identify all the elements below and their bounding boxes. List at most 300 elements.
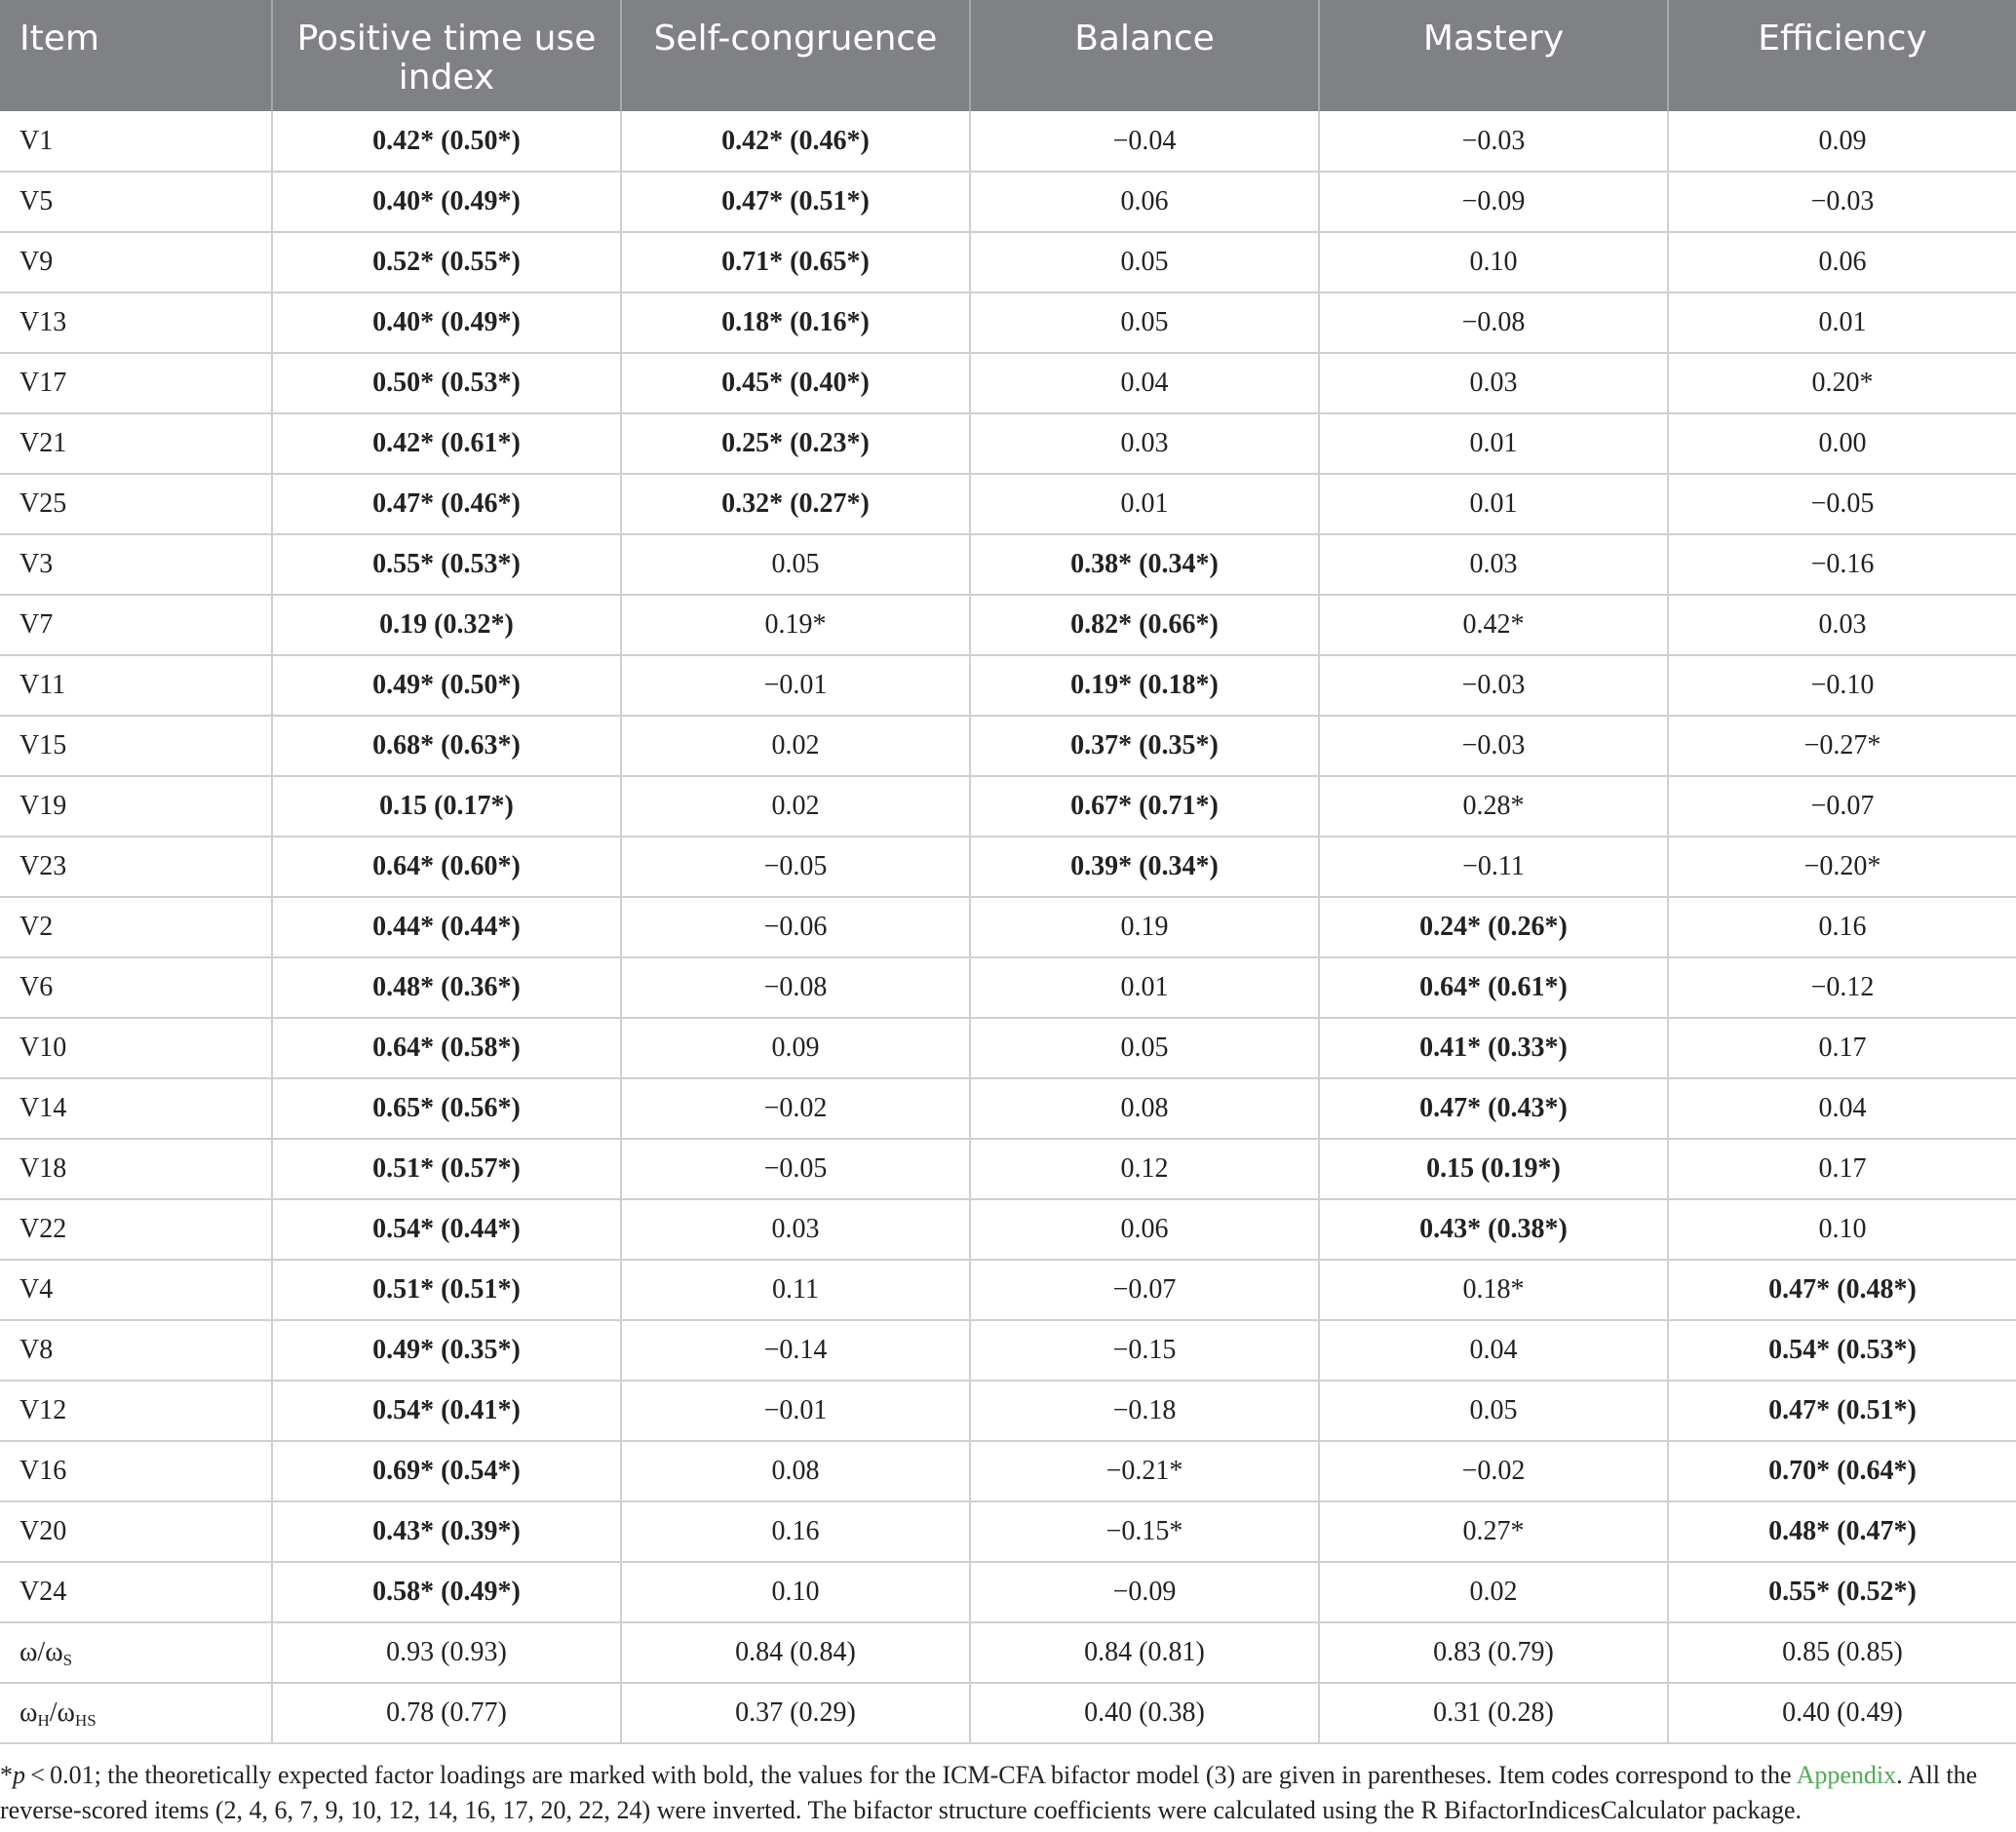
cell-balance (970, 474, 1319, 534)
cell-balance (970, 1199, 1319, 1260)
loading-value: −0.08 (763, 972, 828, 1002)
item-code: V23 (0, 837, 272, 897)
loading-value: −0.15* (1105, 1516, 1183, 1546)
cell-efficiency (1668, 1078, 2016, 1139)
cell-balance (970, 1320, 1319, 1381)
loading-value: −0.11 (1462, 851, 1525, 881)
item-code: V25 (0, 474, 272, 534)
table-row (0, 353, 2016, 413)
item-code: V11 (0, 655, 272, 716)
expected-loading-value: 0.19* (0.18*) (1070, 670, 1219, 700)
loading-value: 0.08 (771, 1456, 820, 1486)
loading-value: −0.01 (763, 670, 828, 700)
expected-loading-value: 0.43* (0.39*) (372, 1516, 521, 1546)
cell-mastery (1319, 1260, 1668, 1320)
header-positive-time-use-index: Positive time use index (272, 0, 621, 111)
expected-loading-value: 0.45* (0.40*) (721, 368, 870, 398)
loading-value: −0.12 (1810, 972, 1875, 1002)
cell-mastery (1319, 1139, 1668, 1199)
loading-value: 0.11 (772, 1274, 819, 1305)
cell-positive-time-use-index (272, 413, 621, 474)
loading-value: 0.05 (771, 549, 820, 579)
expected-loading-value: 0.54* (0.44*) (372, 1214, 521, 1244)
cell-self-congruence (621, 1199, 970, 1260)
cell-efficiency (1668, 1199, 2016, 1260)
loading-value: 0.02 (771, 730, 820, 760)
expected-loading-value: 0.38* (0.34*) (1070, 549, 1219, 579)
loading-value: −0.03 (1461, 730, 1526, 760)
expected-loading-value: 0.41* (0.33*) (1419, 1033, 1568, 1063)
cell-self-congruence (621, 474, 970, 534)
loading-value: 0.05 (1120, 247, 1169, 277)
cell-mastery (1319, 1199, 1668, 1260)
loading-value: 0.08 (1120, 1093, 1169, 1123)
cell-efficiency (1668, 1562, 2016, 1622)
cell-self-congruence (621, 172, 970, 232)
cell-balance (970, 1018, 1319, 1078)
cell-efficiency (1668, 776, 2016, 837)
loading-value: −0.27* (1803, 730, 1881, 760)
expected-loading-value: 0.48* (0.36*) (372, 972, 521, 1002)
cell-self-congruence (621, 837, 970, 897)
cell-balance (970, 353, 1319, 413)
header-row (0, 0, 2016, 111)
omega-efficiency: 0.85 (0.85) (1668, 1622, 2016, 1683)
cell-self-congruence (621, 1078, 970, 1139)
item-code: V16 (0, 1441, 272, 1501)
cell-self-congruence (621, 1562, 970, 1622)
header-self-congruence: Self-congruence (621, 0, 970, 111)
expected-loading-value: 0.40* (0.49*) (372, 307, 521, 337)
cell-balance (970, 1562, 1319, 1622)
table-row (0, 1501, 2016, 1562)
expected-loading-value: 0.50* (0.53*) (372, 368, 521, 398)
cell-self-congruence (621, 232, 970, 292)
expected-loading-value: 0.64* (0.58*) (372, 1033, 521, 1063)
footnote-text-2: . All the reverse-scored items (2, 4, 6, 7, 9, 10, 12, 14, 16, 17, 20, 22, 24) were inverted. The bifactor structure coefficients were calculated using the R BifactorIndicesCalculator package. (0, 1761, 1978, 1824)
omega-subscript: H (37, 1711, 50, 1730)
loading-value: 0.27* (1462, 1516, 1525, 1546)
loading-value: 0.06 (1120, 1214, 1169, 1244)
cell-positive-time-use-index (272, 655, 621, 716)
cell-positive-time-use-index (272, 292, 621, 353)
expected-loading-value: 0.42* (0.50*) (372, 125, 521, 156)
cell-efficiency (1668, 1501, 2016, 1562)
cell-positive-time-use-index (272, 716, 621, 776)
expected-loading-value: 0.64* (0.60*) (372, 851, 521, 881)
item-code: V8 (0, 1320, 272, 1381)
cell-balance (970, 776, 1319, 837)
cell-positive-time-use-index (272, 837, 621, 897)
cell-positive-time-use-index (272, 595, 621, 655)
omega-self-congruence: 0.84 (0.84) (621, 1622, 970, 1683)
loading-value: 0.05 (1120, 1033, 1169, 1063)
cell-efficiency (1668, 111, 2016, 172)
cell-mastery (1319, 1018, 1668, 1078)
loading-value: −0.07 (1810, 791, 1875, 821)
cell-self-congruence (621, 776, 970, 837)
cell-self-congruence (621, 897, 970, 957)
loading-value: 0.01 (1120, 488, 1169, 519)
loading-value: 0.17 (1818, 1033, 1867, 1063)
table-row (0, 1260, 2016, 1320)
expected-loading-value: 0.43* (0.38*) (1419, 1214, 1568, 1244)
omega-subscript: S (62, 1651, 73, 1669)
cell-positive-time-use-index (272, 1018, 621, 1078)
loading-value: 0.01 (1818, 307, 1867, 337)
cell-positive-time-use-index (272, 1260, 621, 1320)
table-row (0, 413, 2016, 474)
expected-loading-value: 0.42* (0.61*) (372, 428, 521, 458)
cell-mastery (1319, 897, 1668, 957)
cell-balance (970, 1078, 1319, 1139)
expected-loading-value: 0.47* (0.43*) (1419, 1093, 1568, 1123)
cell-positive-time-use-index (272, 1078, 621, 1139)
loading-value: −0.18 (1112, 1395, 1177, 1425)
loading-value: −0.20* (1803, 851, 1881, 881)
loading-value: −0.06 (763, 912, 828, 942)
expected-loading-value: 0.70* (0.64*) (1768, 1456, 1917, 1486)
footnote-asterisk: * (0, 1761, 13, 1789)
cell-efficiency (1668, 1441, 2016, 1501)
cell-balance (970, 1501, 1319, 1562)
loading-value: −0.05 (763, 851, 828, 881)
loading-value: −0.05 (763, 1153, 828, 1184)
loading-value: 0.17 (1818, 1153, 1867, 1184)
table-row (0, 1139, 2016, 1199)
table-row (0, 1320, 2016, 1381)
loading-value: 0.16 (1818, 912, 1867, 942)
loading-value: −0.04 (1112, 125, 1177, 156)
loading-value: 0.20* (1811, 368, 1874, 398)
expected-loading-value: 0.69* (0.54*) (372, 1456, 521, 1486)
cell-efficiency (1668, 837, 2016, 897)
table-row (0, 474, 2016, 534)
cell-efficiency (1668, 655, 2016, 716)
cell-mastery (1319, 1501, 1668, 1562)
cell-positive-time-use-index (272, 776, 621, 837)
item-code: V20 (0, 1501, 272, 1562)
cell-self-congruence (621, 1441, 970, 1501)
loading-value: 0.12 (1120, 1153, 1169, 1184)
cell-positive-time-use-index (272, 1381, 621, 1441)
cell-mastery (1319, 837, 1668, 897)
item-code: V10 (0, 1018, 272, 1078)
expected-loading-value: 0.32* (0.27*) (721, 488, 870, 519)
expected-loading-value: 0.49* (0.35*) (372, 1335, 521, 1365)
item-code: V14 (0, 1078, 272, 1139)
cell-balance (970, 1260, 1319, 1320)
cell-positive-time-use-index (272, 1199, 621, 1260)
loading-value: −0.03 (1461, 125, 1526, 156)
expected-loading-value: 0.51* (0.51*) (372, 1274, 521, 1305)
header-mastery: Mastery (1319, 0, 1668, 111)
cell-mastery (1319, 111, 1668, 172)
loading-value: 0.01 (1120, 972, 1169, 1002)
cell-balance (970, 1139, 1319, 1199)
loading-value: −0.09 (1112, 1577, 1177, 1607)
item-code: V22 (0, 1199, 272, 1260)
cell-mastery (1319, 1078, 1668, 1139)
expected-loading-value: 0.25* (0.23*) (721, 428, 870, 458)
cell-positive-time-use-index (272, 534, 621, 595)
expected-loading-value: 0.19 (0.32*) (379, 609, 514, 640)
item-code: V2 (0, 897, 272, 957)
loading-value: −0.15 (1112, 1335, 1177, 1365)
cell-self-congruence (621, 595, 970, 655)
cell-self-congruence (621, 1018, 970, 1078)
cell-mastery (1319, 232, 1668, 292)
table-row (0, 111, 2016, 172)
loading-value: 0.06 (1120, 186, 1169, 216)
cell-balance (970, 1441, 1319, 1501)
appendix-link[interactable]: Appendix (1796, 1761, 1897, 1789)
expected-loading-value: 0.15 (0.17*) (379, 791, 514, 821)
expected-loading-value: 0.15 (0.19*) (1426, 1153, 1561, 1184)
loading-value: 0.05 (1120, 307, 1169, 337)
item-code: V19 (0, 776, 272, 837)
table-row (0, 837, 2016, 897)
item-code: V13 (0, 292, 272, 353)
loading-value: 0.03 (1469, 368, 1518, 398)
omega-mastery: 0.83 (0.79) (1319, 1622, 1668, 1683)
cell-self-congruence (621, 1501, 970, 1562)
item-code: V9 (0, 232, 272, 292)
cell-self-congruence (621, 655, 970, 716)
omega-positive-time-use-index: 0.93 (0.93) (272, 1622, 621, 1683)
cell-efficiency (1668, 716, 2016, 776)
loading-value: 0.04 (1818, 1093, 1867, 1123)
header-efficiency: Efficiency (1668, 0, 2016, 111)
loading-value: −0.03 (1461, 670, 1526, 700)
loading-value: 0.03 (1818, 609, 1867, 640)
cell-mastery (1319, 292, 1668, 353)
cell-positive-time-use-index (272, 897, 621, 957)
loading-value: 0.09 (771, 1033, 820, 1063)
omega-symbol: /ω (49, 1697, 75, 1728)
cell-mastery (1319, 474, 1668, 534)
cell-efficiency (1668, 1018, 2016, 1078)
cell-positive-time-use-index (272, 1501, 621, 1562)
cell-positive-time-use-index (272, 353, 621, 413)
cell-mastery (1319, 655, 1668, 716)
cell-efficiency (1668, 1139, 2016, 1199)
cell-positive-time-use-index (272, 1320, 621, 1381)
cell-efficiency (1668, 595, 2016, 655)
cell-balance (970, 413, 1319, 474)
loading-value: 0.19* (764, 609, 827, 640)
header-item: Item (0, 0, 272, 111)
cell-balance (970, 957, 1319, 1018)
expected-loading-value: 0.68* (0.63*) (372, 730, 521, 760)
loading-value: 0.04 (1120, 368, 1169, 398)
expected-loading-value: 0.47* (0.46*) (372, 488, 521, 519)
cell-efficiency (1668, 897, 2016, 957)
cell-mastery (1319, 534, 1668, 595)
item-code: V12 (0, 1381, 272, 1441)
expected-loading-value: 0.82* (0.66*) (1070, 609, 1219, 640)
omega-positive-time-use-index: 0.78 (0.77) (272, 1683, 621, 1743)
header-balance: Balance (970, 0, 1319, 111)
expected-loading-value: 0.58* (0.49*) (372, 1577, 521, 1607)
footnote-p: p (13, 1761, 25, 1789)
cell-balance (970, 655, 1319, 716)
table-row (0, 172, 2016, 232)
item-code: V21 (0, 413, 272, 474)
expected-loading-value: 0.64* (0.61*) (1419, 972, 1568, 1002)
loading-value: −0.10 (1810, 670, 1875, 700)
cell-mastery (1319, 1381, 1668, 1441)
cell-efficiency (1668, 1381, 2016, 1441)
item-code: V1 (0, 111, 272, 172)
cell-balance (970, 837, 1319, 897)
expected-loading-value: 0.37* (0.35*) (1070, 730, 1219, 760)
cell-self-congruence (621, 957, 970, 1018)
cell-mastery (1319, 1441, 1668, 1501)
cell-positive-time-use-index (272, 474, 621, 534)
expected-loading-value: 0.47* (0.51*) (1768, 1395, 1917, 1425)
loading-value: −0.05 (1810, 488, 1875, 519)
cell-mastery (1319, 1320, 1668, 1381)
item-code: V17 (0, 353, 272, 413)
cell-self-congruence (621, 292, 970, 353)
cell-positive-time-use-index (272, 111, 621, 172)
cell-positive-time-use-index (272, 1139, 621, 1199)
cell-mastery (1319, 716, 1668, 776)
cell-positive-time-use-index (272, 172, 621, 232)
loading-value: 0.00 (1818, 428, 1867, 458)
omega-label (0, 1622, 272, 1683)
table-row (0, 534, 2016, 595)
expected-loading-value: 0.24* (0.26*) (1419, 912, 1568, 942)
item-code: V5 (0, 172, 272, 232)
item-code: V7 (0, 595, 272, 655)
loading-value: 0.10 (1818, 1214, 1867, 1244)
expected-loading-value: 0.48* (0.47*) (1768, 1516, 1917, 1546)
loading-value: 0.03 (1469, 549, 1518, 579)
item-code: V6 (0, 957, 272, 1018)
cell-self-congruence (621, 1381, 970, 1441)
cell-balance (970, 172, 1319, 232)
expected-loading-value: 0.47* (0.48*) (1768, 1274, 1917, 1305)
item-code: V15 (0, 716, 272, 776)
cell-efficiency (1668, 534, 2016, 595)
expected-loading-value: 0.51* (0.57*) (372, 1153, 521, 1184)
expected-loading-value: 0.42* (0.46*) (721, 125, 870, 156)
expected-loading-value: 0.71* (0.65*) (721, 247, 870, 277)
loading-value: 0.01 (1469, 488, 1518, 519)
footnote-text-1: < 0.01; the theoretically expected factor loadings are marked with bold, the values for the ICM-CFA bifactor model (3) are given in parentheses. Item codes correspond to the (25, 1761, 1797, 1789)
omega-self-congruence: 0.37 (0.29) (621, 1683, 970, 1743)
cell-efficiency (1668, 474, 2016, 534)
table-row (0, 897, 2016, 957)
expected-loading-value: 0.47* (0.51*) (721, 186, 870, 216)
cell-efficiency (1668, 353, 2016, 413)
item-code: V18 (0, 1139, 272, 1199)
cell-mastery (1319, 353, 1668, 413)
item-code: V24 (0, 1562, 272, 1622)
expected-loading-value: 0.49* (0.50*) (372, 670, 521, 700)
loading-value: −0.02 (763, 1093, 828, 1123)
loading-value: 0.02 (1469, 1577, 1518, 1607)
table-row (0, 716, 2016, 776)
cell-efficiency (1668, 232, 2016, 292)
cell-balance (970, 595, 1319, 655)
loading-value: 0.03 (1120, 428, 1169, 458)
cell-positive-time-use-index (272, 1441, 621, 1501)
loading-value: −0.21* (1105, 1456, 1183, 1486)
loading-value: 0.28* (1462, 791, 1525, 821)
cell-self-congruence (621, 1139, 970, 1199)
cell-mastery (1319, 172, 1668, 232)
loading-value: −0.01 (763, 1395, 828, 1425)
loading-value: −0.07 (1112, 1274, 1177, 1305)
loading-value: 0.05 (1469, 1395, 1518, 1425)
cell-self-congruence (621, 1320, 970, 1381)
loading-value: −0.02 (1461, 1456, 1526, 1486)
loading-value: 0.19 (1120, 912, 1169, 942)
cell-self-congruence (621, 111, 970, 172)
expected-loading-value: 0.52* (0.55*) (372, 247, 521, 277)
expected-loading-value: 0.67* (0.71*) (1070, 791, 1219, 821)
cell-self-congruence (621, 1260, 970, 1320)
omega-row (0, 1683, 2016, 1743)
omega-symbol: ω/ω (19, 1637, 63, 1667)
cell-efficiency (1668, 172, 2016, 232)
cell-balance (970, 716, 1319, 776)
loading-value: 0.06 (1818, 247, 1867, 277)
omega-mastery: 0.31 (0.28) (1319, 1683, 1668, 1743)
table-row (0, 1381, 2016, 1441)
loading-value: 0.04 (1469, 1335, 1518, 1365)
loading-value: 0.16 (771, 1516, 820, 1546)
expected-loading-value: 0.55* (0.52*) (1768, 1577, 1917, 1607)
omega-balance: 0.84 (0.81) (970, 1622, 1319, 1683)
omega-row (0, 1622, 2016, 1683)
loading-value: −0.03 (1810, 186, 1875, 216)
table-row (0, 1562, 2016, 1622)
cell-efficiency (1668, 413, 2016, 474)
loading-value: 0.18* (1462, 1274, 1525, 1305)
cell-balance (970, 292, 1319, 353)
cell-efficiency (1668, 1320, 2016, 1381)
cell-mastery (1319, 957, 1668, 1018)
loading-value: 0.42* (1462, 609, 1525, 640)
item-code: V4 (0, 1260, 272, 1320)
cell-mastery (1319, 1562, 1668, 1622)
cell-self-congruence (621, 353, 970, 413)
cell-balance (970, 232, 1319, 292)
cell-self-congruence (621, 716, 970, 776)
cell-positive-time-use-index (272, 957, 621, 1018)
cell-balance (970, 534, 1319, 595)
expected-loading-value: 0.44* (0.44*) (372, 912, 521, 942)
expected-loading-value: 0.54* (0.53*) (1768, 1335, 1917, 1365)
cell-balance (970, 111, 1319, 172)
cell-self-congruence (621, 413, 970, 474)
loading-value: 0.02 (771, 791, 820, 821)
table-footnote (0, 1758, 2012, 1828)
cell-positive-time-use-index (272, 1562, 621, 1622)
expected-loading-value: 0.39* (0.34*) (1070, 851, 1219, 881)
cell-self-congruence (621, 534, 970, 595)
cell-positive-time-use-index (272, 232, 621, 292)
table-row (0, 232, 2016, 292)
loading-value: 0.10 (771, 1577, 820, 1607)
table-row (0, 1441, 2016, 1501)
cell-efficiency (1668, 292, 2016, 353)
expected-loading-value: 0.54* (0.41*) (372, 1395, 521, 1425)
